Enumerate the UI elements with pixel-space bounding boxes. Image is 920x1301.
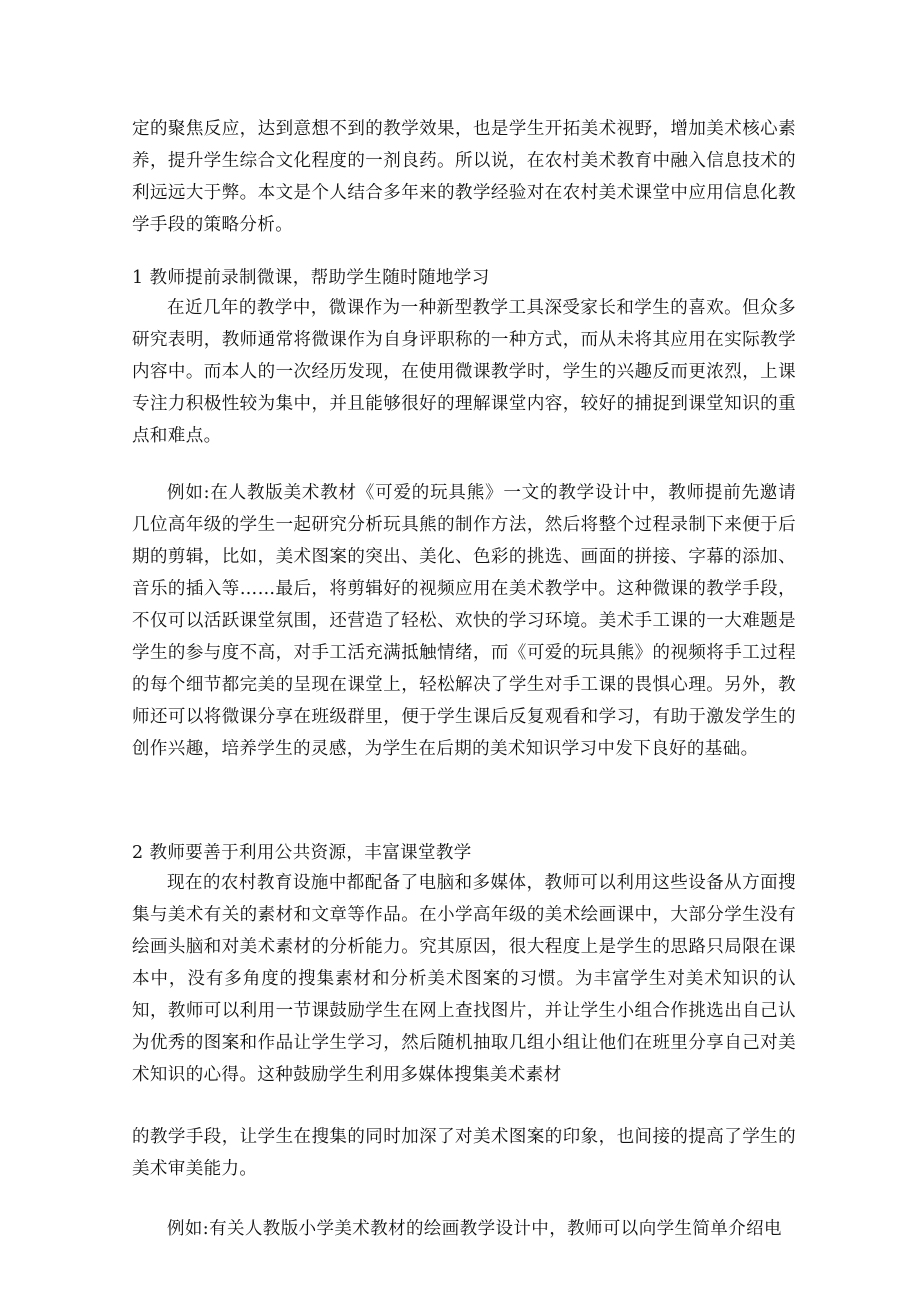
paragraph-public-resources: 现在的农村教育设施中都配备了电脑和多媒体，教师可以利用这些设备从方面搜集与美术有关的素材和文章等作品。在小学高年级的美术绘画课中，大部分学生没有绘画头脑和对美术素材的分析能力。究其原因，很大程度上是学生的思路只局限在课本中，没有多角度的搜集素材和分析美术图案的习惯。为丰富学生对美术知识的认知，教师可以利用一节课鼓励学生在网上查找图片，并让学生小组合作挑选出自己认为优秀的图案和作品让学生学习，然后随机抽取几组小组让他们在班里分享自己对美术知识的心得。这种鼓励学生利用多媒体搜集美术素材 [132,873,796,1085]
paragraph-drawing-example: 例如:有关人教版小学美术教材的绘画教学设计中，教师可以向学生简单介绍电 [167,1219,782,1239]
section-heading-1: 1 教师提前录制微课，帮助学生随时随地学习 [132,268,490,288]
section-heading-2: 2 教师要善于利用公共资源，丰富课堂教学 [132,843,472,863]
paragraph-intro: 定的聚焦反应，达到意想不到的教学效果，也是学生开拓美术视野，增加美术核心素养，提升学生综合文化程度的一剂良药。所以说，在农村美术教育中融入信息技术的利远远大于弊。本文是个人结合多年来的教学经验对在农村美术课堂中应用信息化教学手段的策略分析。 [132,119,796,235]
paragraph-continuation: 的教学手段，让学生在搜集的同时加深了对美术图案的印象，也间接的提高了学生的美术审美能力。 [132,1127,796,1179]
paragraph-micro-lesson: 在近几年的教学中，微课作为一种新型教学工具深受家长和学生的喜欢。但众多研究表明，教师通常将微课作为自身评职称的一种方式，而从未将其应用在实际教学内容中。而本人的一次经历发现，在使用微课教学时，学生的兴趣反而更浓烈，上课专注力积极性较为集中，并且能够很好的理解课堂内容，较好的捕捉到课堂知识的重点和难点。 [132,298,796,446]
paragraph-toy-bear-example: 例如:在人教版美术教材《可爱的玩具熊》一文的教学设计中，教师提前先邀请几位高年级的学生一起研究分析玩具熊的制作方法，然后将整个过程录制下来便于后期的剪辑，比如，美术图案的突出、美化、色彩的挑选、画面的拼接、字幕的添加、音乐的插入等……最后，将剪辑好的视频应用在美术教学中。这种微课的教学手段，不仅可以活跃课堂氛围，还营造了轻松、欢快的学习环境。美术手工课的一大难题是学生的参与度不高，对手工活充满抵触情绪，而《可爱的玩具熊》的视频将手工过程的每个细节都完美的呈现在课堂上，轻松解决了学生对手工课的畏惧心理。另外，教师还可以将微课分享在班级群里，便于学生课后反复观看和学习，有助于激发学生的创作兴趣，培养学生的灵感，为学生在后期的美术知识学习中发下良好的基础。 [132,483,796,759]
